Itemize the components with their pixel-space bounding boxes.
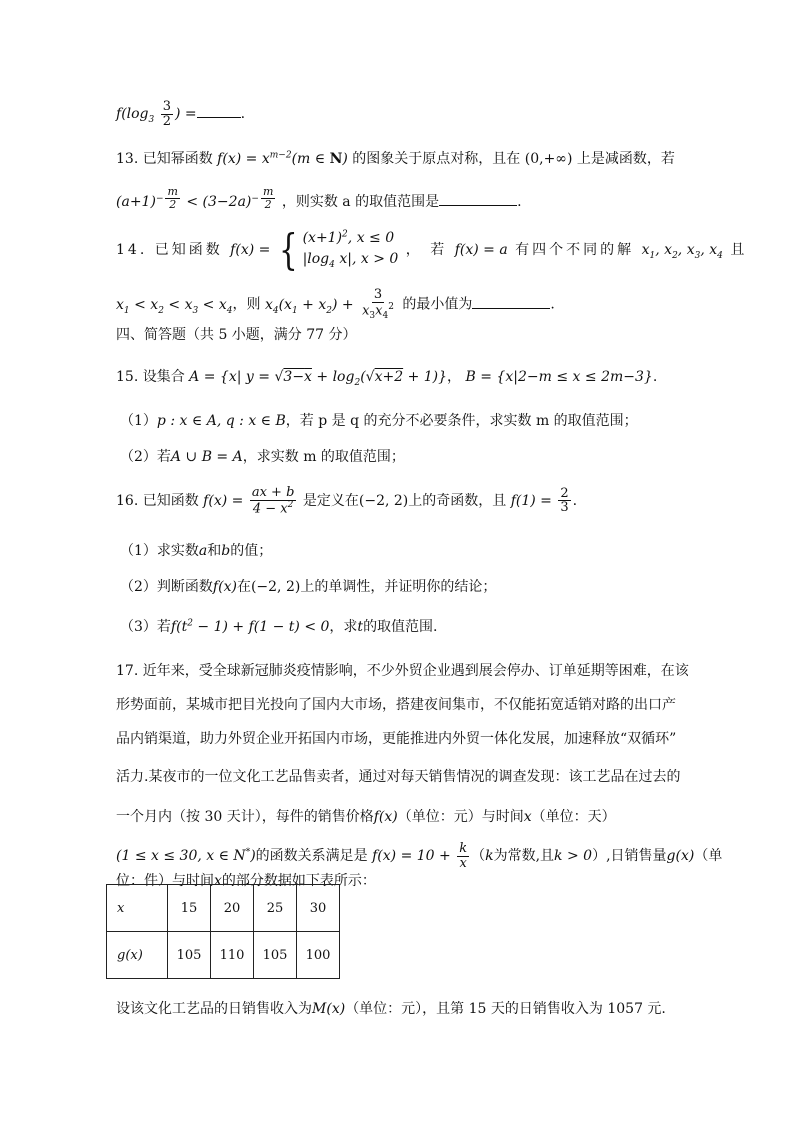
q17-line4: 活力.某夜市的一位文化工艺品售卖者，通过对每天销售情况的调查发现：该工艺品在过去的 bbox=[116, 769, 681, 785]
table-cell: 105 bbox=[168, 932, 211, 979]
q17-line8: 设该文化工艺品的日销售收入为M(x)（单位：元），且第 15 天的日销售收入为 1057 元. bbox=[116, 1001, 666, 1017]
section-heading: 四、简答题（共 5 小题，满分 77 分） bbox=[116, 327, 357, 343]
table-row bbox=[107, 932, 340, 979]
q17-line5: 一个月内（按 30 天计），每件的销售价格f(x)（单位：元）与时间x（单位：天） bbox=[116, 809, 616, 825]
q13-line2: $(a+1)^{- \frac{m}{2}}$ < $(3-2a)^{- \frac{m}{2}}$ ，则实数 a 的取值范围是 . bbox=[116, 185, 522, 211]
q16-sub1: （1）求实数a和b的值； bbox=[120, 543, 273, 559]
q17-line7: 位：件）与时间x的部分数据如下表所示： bbox=[116, 873, 376, 889]
q16-line1: 16. 已知函数 f(x) = $\frac{ax + b}{4 - x^2}$ 是定义在(−2, 2)上的奇函数，且 f(1) = $\frac{2}{3}$ . bbox=[116, 485, 578, 516]
q17-line6: (1 ≤ x ≤ 30, x ∈ N*)的函数关系满足是 f(x) = 10 + $\frac{k}{x}$ （k为常数,且k > 0）,日销售量g(x)（单 bbox=[116, 841, 723, 871]
answer-blank bbox=[472, 294, 550, 309]
q17-line2: 形势面前，某城市把目光投向了国内大市场，搭建夜间集市，不仅能拓宽适销对路的出口产 bbox=[116, 697, 676, 713]
table-cell: x bbox=[107, 885, 168, 932]
q12-tail: $f(\log_3$ $\frac{3}{2}$ ) = . bbox=[116, 99, 246, 129]
q16-sub2: （2）判断函数f(x)在(−2, 2)上的单调性，并证明你的结论； bbox=[120, 579, 497, 595]
table-cell: 25 bbox=[254, 885, 297, 932]
q17-line1: 17. 近年来，受全球新冠肺炎疫情影响，不少外贸企业遇到展会停办、订单延期等困难，在该 bbox=[116, 663, 689, 679]
q15-line1: 15. 设集合 A = {x| $y = √3-x + \log_2(√x+2 + 1)$}， B = {x|2−m ≤ x ≤ 2m−3}. bbox=[116, 369, 658, 388]
q13-line1: 13. 已知幂函数 $f(x) = x^{m-2}(m$ ∈ N) 的图象关于原点对称，且在 (0,+∞) 上是减函数，若 bbox=[116, 150, 675, 167]
q14-line1: 14. 已知函数 f ( x ) = { $(x+1)^2$, x ≤ 0 $|\log_4$ x|, x > 0 ， 若 f(x) = a 有四个不同的解 $x_1$, $x_2$, $x_3$, $x_4$ 且 bbox=[116, 225, 748, 275]
table-cell: g(x) bbox=[107, 932, 168, 979]
q14-line2: $x_1 < x_2 < x_3 < x_4$，则 $x_4(x_1 + x_2)$ + $\frac{3}{x_3x_4^2}$ 的最小值为 . bbox=[116, 287, 555, 321]
q15-sub1: （1）p : x ∈ A, q : x ∈ B，若 p 是 q 的充分不必要条件，求实数 m 的取值范围； bbox=[120, 413, 638, 429]
table-cell: 100 bbox=[297, 932, 340, 979]
table-cell: 30 bbox=[297, 885, 340, 932]
table-cell: 105 bbox=[254, 932, 297, 979]
table-row bbox=[107, 885, 340, 932]
q17-line3: 品内销渠道，助力外贸企业开拓国内市场，更能推进内外贸一体化发展，加速释放“双循环” bbox=[116, 731, 677, 747]
table-cell: 20 bbox=[211, 885, 254, 932]
q15-sub2: （2）若A ∪ B = A，求实数 m 的取值范围； bbox=[120, 449, 405, 465]
table-cell: 15 bbox=[168, 885, 211, 932]
sales-table bbox=[106, 884, 340, 979]
answer-blank bbox=[439, 191, 517, 206]
q12-expr: $f(\log_3$ $\frac{3}{2}$ ) = bbox=[116, 99, 197, 129]
answer-blank bbox=[197, 103, 241, 118]
q16-sub3: （3）若$f(t^2 - 1) + f(1 - t) < 0$，求t的取值范围. bbox=[120, 618, 438, 635]
table-cell: 110 bbox=[211, 932, 254, 979]
